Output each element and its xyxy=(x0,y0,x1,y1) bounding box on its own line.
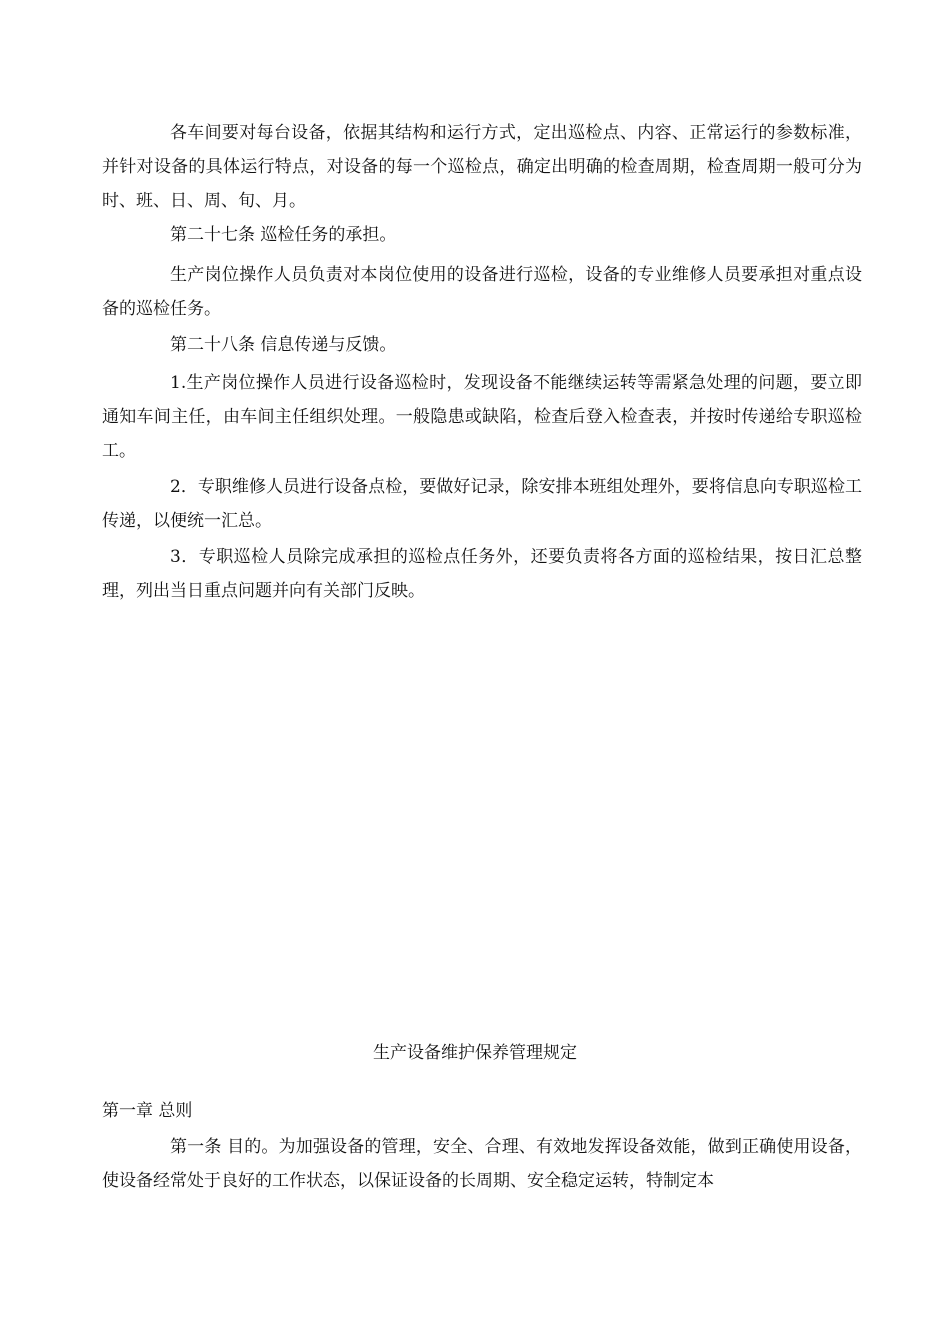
article-1-paragraph: 第一条 目的。为加强设备的管理，安全、合理、有效地发挥设备效能，做到正确使用设备，使设备经常处于良好的工作状态，以保证设备的长周期、安全稳定运转，特制定本 xyxy=(102,1137,862,1191)
list-item-3: 3．专职巡检人员除完成承担的巡检点任务外，还要负责将各方面的巡检结果，按日汇总整理，列出当日重点问题并向有关部门反映。 xyxy=(102,547,862,601)
document-title xyxy=(0,1036,950,1070)
article-28-heading: 第二十八条 信息传递与反馈。 xyxy=(170,335,397,355)
list-item-2: 2．专职维修人员进行设备点检，要做好记录，除安排本班组处理外，要将信息向专职巡检工传递，以便统一汇总。 xyxy=(102,477,862,531)
paragraph-inspection-points: 各车间要对每台设备，依据其结构和运行方式，定出巡检点、内容、正常运行的参数标准，并针对设备的具体运行特点，对设备的每一个巡检点，确定出明确的检查周期，检查周期一般可分为时、班、日、周、旬、月。 xyxy=(102,123,862,211)
chapter-1-heading: 第一章 总则 xyxy=(102,1101,193,1121)
article-27-heading: 第二十七条 巡检任务的承担。 xyxy=(170,225,397,245)
document-title-text: 生产设备维护保养管理规定 xyxy=(373,1043,577,1063)
paragraph-inspection-duty: 生产岗位操作人员负责对本岗位使用的设备进行巡检，设备的专业维修人员要承担对重点设备的巡检任务。 xyxy=(102,265,862,319)
list-item-1: 1.生产岗位操作人员进行设备巡检时，发现设备不能继续运转等需紧急处理的问题，要立即通知车间主任，由车间主任组织处理。一般隐患或缺陷，检查后登入检查表，并按时传递给专职巡检工。 xyxy=(102,373,862,461)
